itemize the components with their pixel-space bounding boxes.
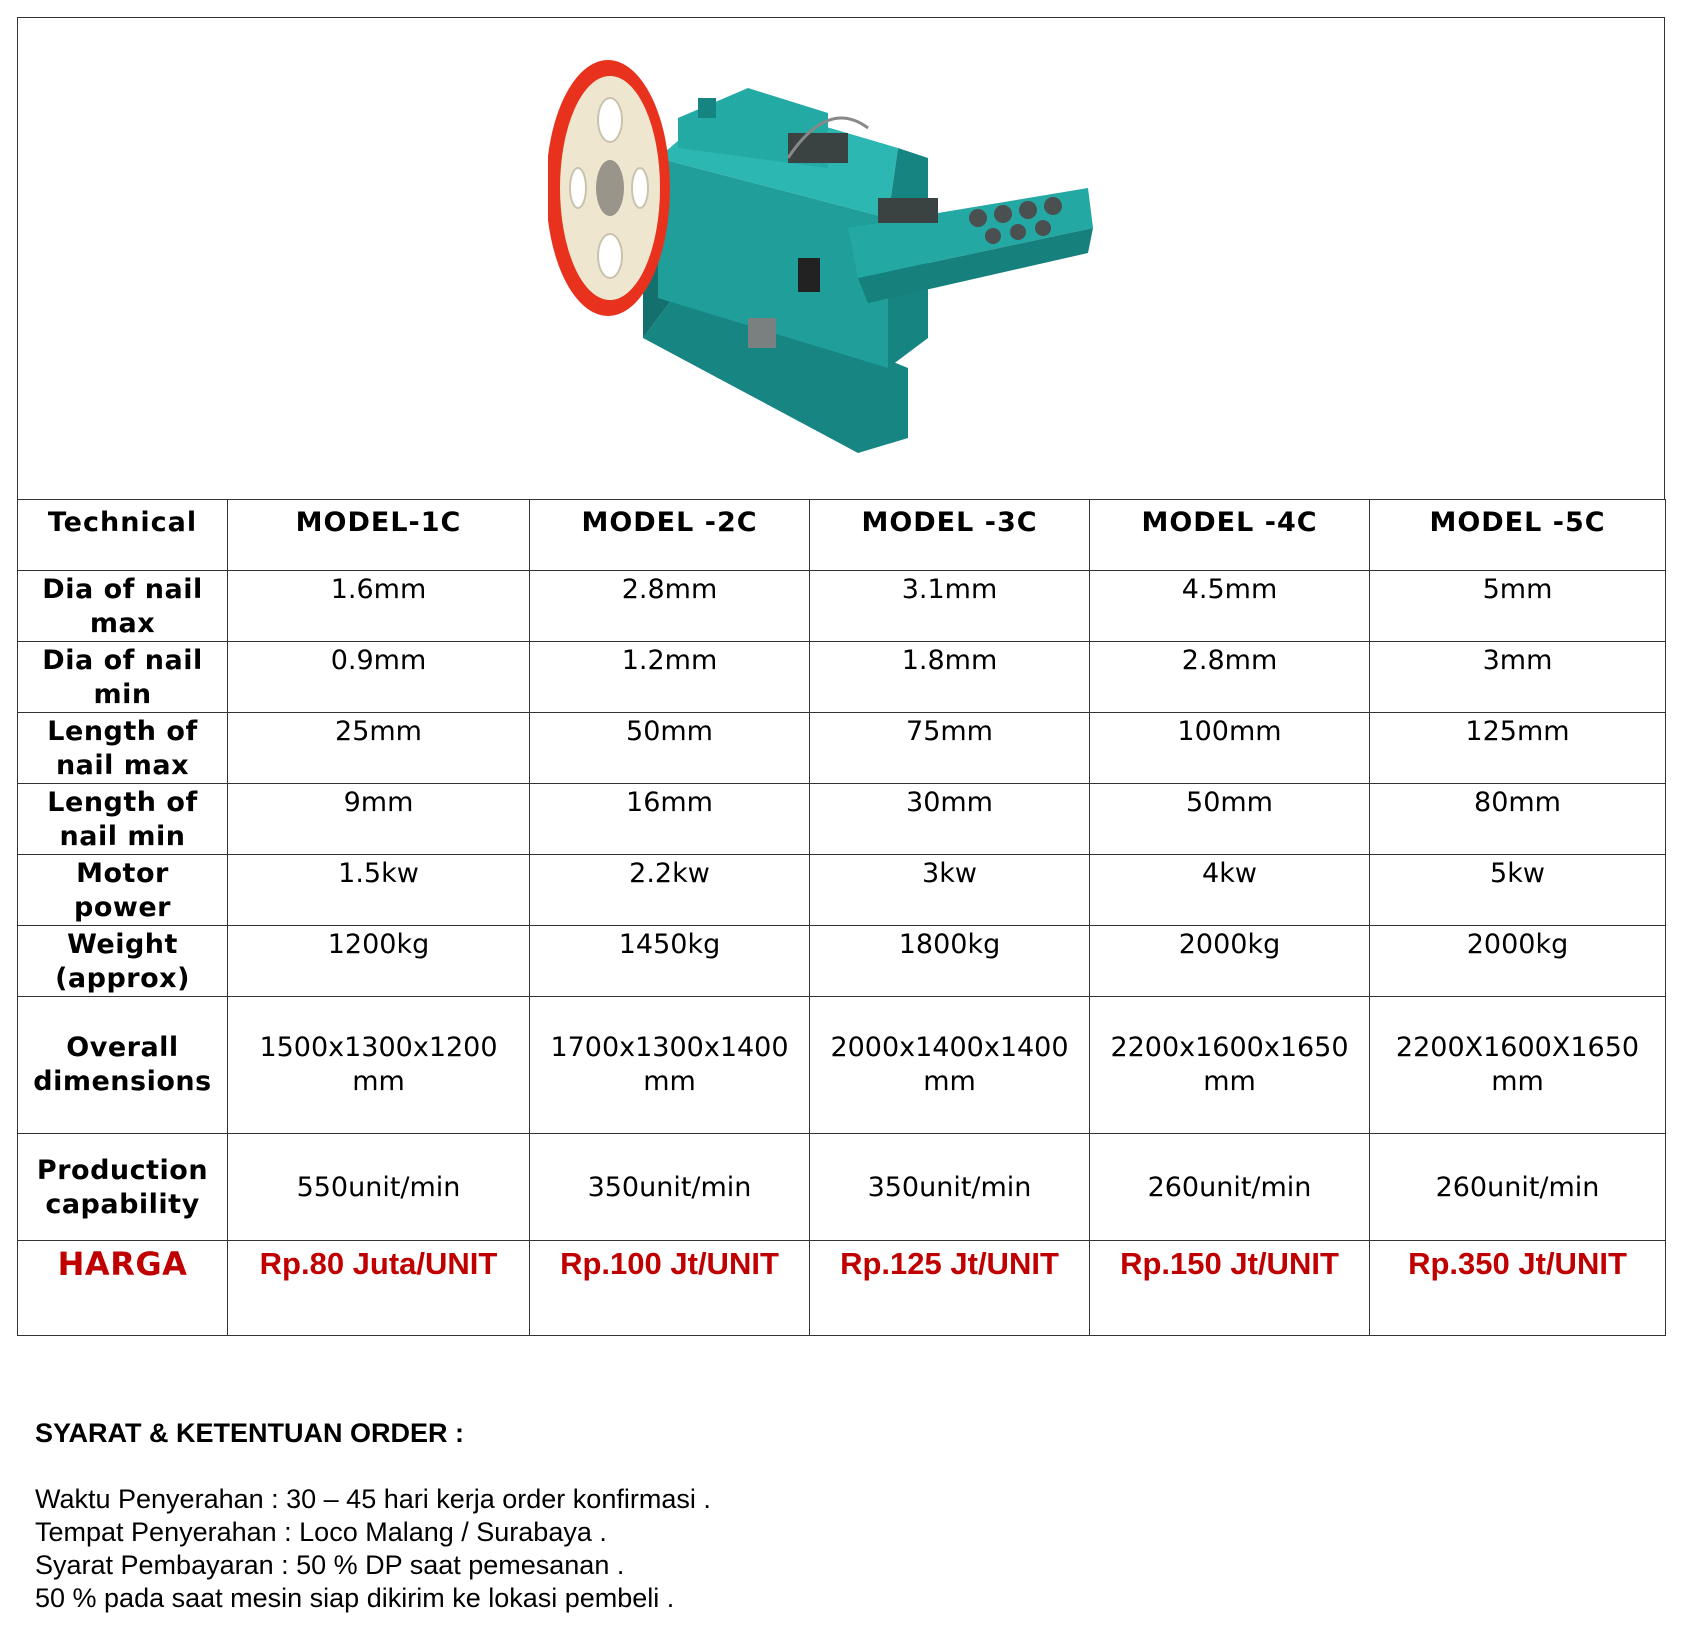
cell: 25mm bbox=[228, 713, 530, 784]
cell: 4kw bbox=[1090, 855, 1370, 926]
cell: 125mm bbox=[1370, 713, 1666, 784]
cell: 1700x1300x1400 mm bbox=[530, 997, 810, 1134]
price-cell: Rp.125 Jt/UNIT bbox=[810, 1241, 1090, 1336]
cell: 75mm bbox=[810, 713, 1090, 784]
row-label: Motor power bbox=[18, 855, 228, 926]
cell: 2.2kw bbox=[530, 855, 810, 926]
cell: 5kw bbox=[1370, 855, 1666, 926]
terms-line: Waktu Penyerahan : 30 – 45 hari kerja order konfirmasi . bbox=[35, 1484, 711, 1514]
cell: 80mm bbox=[1370, 784, 1666, 855]
nail-making-machine-image bbox=[548, 38, 1148, 458]
cell: 2000x1400x1400 mm bbox=[810, 997, 1090, 1134]
cell: 1.8mm bbox=[810, 642, 1090, 713]
table-row bbox=[18, 1134, 1666, 1241]
cell: 2000kg bbox=[1370, 926, 1666, 997]
header-technical: Technical bbox=[18, 500, 228, 571]
cell: 1.2mm bbox=[530, 642, 810, 713]
header-model-2c: MODEL -2C bbox=[530, 500, 810, 571]
cell: 16mm bbox=[530, 784, 810, 855]
cell: 3mm bbox=[1370, 642, 1666, 713]
terms-line: 50 % pada saat mesin siap dikirim ke lokasi pembeli . bbox=[35, 1583, 675, 1613]
cell: 1200kg bbox=[228, 926, 530, 997]
table-row bbox=[18, 571, 1666, 642]
price-cell: Rp.80 Juta/UNIT bbox=[228, 1241, 530, 1336]
cell: 50mm bbox=[530, 713, 810, 784]
price-cell: Rp.100 Jt/UNIT bbox=[530, 1241, 810, 1336]
table-row bbox=[18, 784, 1666, 855]
row-label: Dia of nail min bbox=[18, 642, 228, 713]
cell: 1.5kw bbox=[228, 855, 530, 926]
cell: 260unit/min bbox=[1090, 1134, 1370, 1241]
cell: 30mm bbox=[810, 784, 1090, 855]
product-photo-frame bbox=[17, 17, 1665, 499]
cell: 2.8mm bbox=[530, 571, 810, 642]
terms-line: Tempat Penyerahan : Loco Malang / Surabaya . bbox=[35, 1517, 607, 1547]
cell: 2200x1600x1650 mm bbox=[1090, 997, 1370, 1134]
cell: 3kw bbox=[810, 855, 1090, 926]
row-label: Dia of nail max bbox=[18, 571, 228, 642]
cell: 350unit/min bbox=[810, 1134, 1090, 1241]
cell: 100mm bbox=[1090, 713, 1370, 784]
cell: 3.1mm bbox=[810, 571, 1090, 642]
cell: 1500x1300x1200 mm bbox=[228, 997, 530, 1134]
cell: 4.5mm bbox=[1090, 571, 1370, 642]
cell: 9mm bbox=[228, 784, 530, 855]
cell: 0.9mm bbox=[228, 642, 530, 713]
cell: 5mm bbox=[1370, 571, 1666, 642]
price-cell: Rp.350 Jt/UNIT bbox=[1370, 1241, 1666, 1336]
row-label: Length of nail min bbox=[18, 784, 228, 855]
cell: 1800kg bbox=[810, 926, 1090, 997]
header-model-1c: MODEL-1C bbox=[228, 500, 530, 571]
table-row bbox=[18, 926, 1666, 997]
table-row bbox=[18, 855, 1666, 926]
header-model-4c: MODEL -4C bbox=[1090, 500, 1370, 571]
price-label: HARGA bbox=[18, 1241, 228, 1336]
cell: 2000kg bbox=[1090, 926, 1370, 997]
cell: 50mm bbox=[1090, 784, 1370, 855]
price-cell: Rp.150 Jt/UNIT bbox=[1090, 1241, 1370, 1336]
row-label: Weight (approx) bbox=[18, 926, 228, 997]
table-row bbox=[18, 997, 1666, 1134]
cell: 550unit/min bbox=[228, 1134, 530, 1241]
spec-sheet bbox=[17, 17, 1665, 1336]
row-label: Length of nail max bbox=[18, 713, 228, 784]
price-row bbox=[18, 1241, 1666, 1336]
cell: 2200X1600X1650 mm bbox=[1370, 997, 1666, 1134]
table-row bbox=[18, 642, 1666, 713]
cell: 1450kg bbox=[530, 926, 810, 997]
header-row bbox=[18, 500, 1666, 571]
table-row bbox=[18, 713, 1666, 784]
row-label: Overall dimensions bbox=[18, 997, 228, 1134]
cell: 260unit/min bbox=[1370, 1134, 1666, 1241]
terms-line: Syarat Pembayaran : 50 % DP saat pemesanan . bbox=[35, 1550, 625, 1580]
row-label: Production capability bbox=[18, 1134, 228, 1241]
terms-title: SYARAT & KETENTUAN ORDER : bbox=[35, 1418, 465, 1448]
header-model-5c: MODEL -5C bbox=[1370, 500, 1666, 571]
cell: 2.8mm bbox=[1090, 642, 1370, 713]
cell: 350unit/min bbox=[530, 1134, 810, 1241]
header-model-3c: MODEL -3C bbox=[810, 500, 1090, 571]
spec-table bbox=[17, 499, 1666, 1336]
cell: 1.6mm bbox=[228, 571, 530, 642]
order-terms bbox=[35, 1418, 711, 1615]
